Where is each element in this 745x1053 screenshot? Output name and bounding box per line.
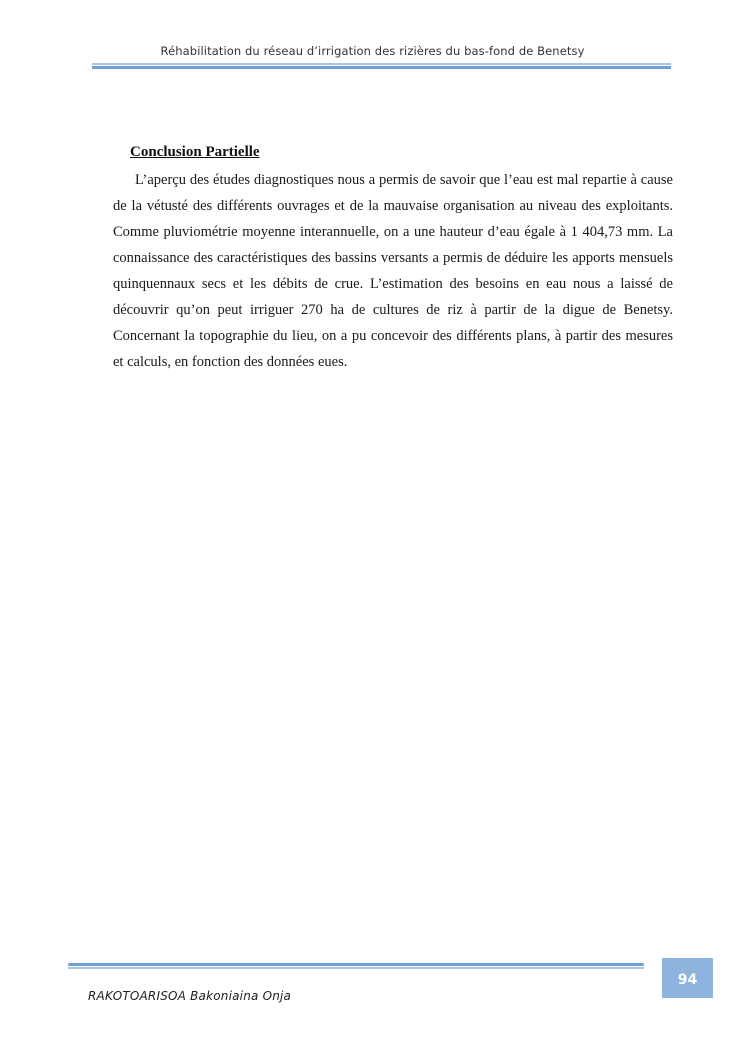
footer-rule-line-thin	[68, 967, 644, 969]
footer-author: RAKOTOARISOA Bakoniaina Onja	[88, 989, 292, 1003]
page-number: 94	[662, 958, 713, 998]
header-rule-line-thin	[92, 63, 671, 65]
footer-rule-line-thick	[68, 963, 644, 966]
body-paragraph: L’aperçu des études diagnostiques nous a permis de savoir que l’eau est mal repartie à cause de la vétusté des différents ouvrages et de la mauvaise organisation au niveau des exploitants. Comme pluviométrie moyenne interannuelle, on a une hauteur d’eau égale à 1 404,73 mm. La connaissance des caractéristiques des bassins versants a permis de déduire les apports mensuels quinquennaux secs et les débits de crue. L’estimation des besoins en eau nous a laissé de découvrir qu’on peut irriguer 270 ha de cultures de riz à partir de la digue de Benetsy. Concernant la topographie du lieu, on a pu concevoir des différents plans, à partir des mesures et calculs, en fonction des données eues.	[113, 172, 673, 370]
header-rule-line-thick	[92, 66, 671, 69]
footer-rule	[68, 963, 644, 971]
running-header-title: Réhabilitation du réseau d’irrigation des rizières du bas-fond de Benetsy	[160, 44, 585, 58]
section-heading: Conclusion Partielle	[130, 144, 260, 160]
header-rule	[92, 63, 671, 70]
